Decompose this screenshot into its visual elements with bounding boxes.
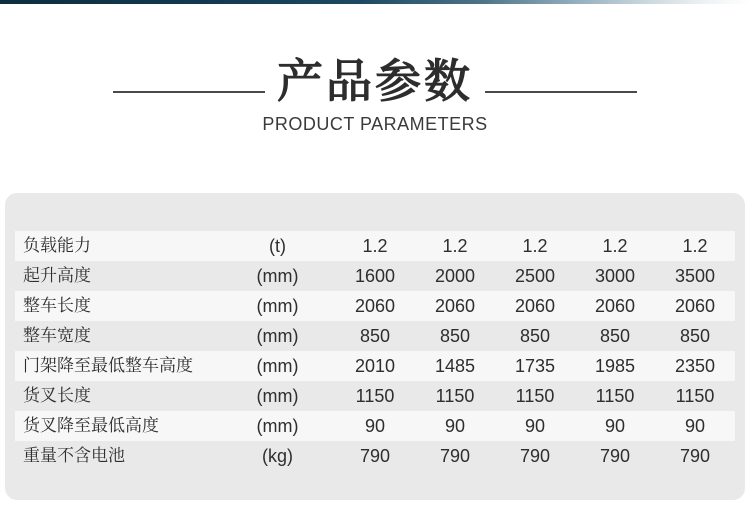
row-value: 850 xyxy=(679,326,711,346)
row-value: 90 xyxy=(444,416,466,436)
row-value: 2060 xyxy=(674,296,716,316)
row-value: 2060 xyxy=(354,296,396,316)
row-value: 2000 xyxy=(434,266,476,286)
row-value: 790 xyxy=(679,446,711,466)
row-value: 2500 xyxy=(514,266,556,286)
row-value: 1985 xyxy=(594,356,636,376)
row-value: 1.2 xyxy=(682,236,708,256)
page-title: 产品参数 xyxy=(277,55,473,107)
row-value: 90 xyxy=(684,416,706,436)
table-row xyxy=(15,321,735,351)
row-unit: (mm) xyxy=(256,296,299,316)
row-label: 起升高度 xyxy=(23,266,91,285)
row-label: 货叉降至最低高度 xyxy=(23,416,159,435)
row-unit: (mm) xyxy=(256,386,299,406)
row-value: 790 xyxy=(599,446,631,466)
row-value: 850 xyxy=(439,326,471,346)
table-row xyxy=(15,351,735,381)
table-row xyxy=(15,231,735,261)
table-row xyxy=(15,291,735,321)
row-value: 2060 xyxy=(434,296,476,316)
row-value: 1.2 xyxy=(522,236,548,256)
row-value: 790 xyxy=(439,446,471,466)
row-unit: (mm) xyxy=(256,266,299,286)
table-rows xyxy=(15,231,735,471)
title-divider-right xyxy=(485,91,637,93)
row-value: 1150 xyxy=(355,386,395,406)
row-label: 货叉长度 xyxy=(23,386,91,405)
row-value: 2350 xyxy=(674,356,716,376)
row-value: 1600 xyxy=(354,266,396,286)
row-label: 门架降至最低整车高度 xyxy=(23,356,193,375)
top-accent-bar xyxy=(0,0,750,4)
row-value: 1485 xyxy=(434,356,476,376)
row-value: 1.2 xyxy=(602,236,628,256)
row-unit: (mm) xyxy=(256,416,299,436)
row-label: 重量不含电池 xyxy=(23,446,125,465)
row-value: 1.2 xyxy=(362,236,388,256)
row-value: 2010 xyxy=(354,356,396,376)
row-value: 2060 xyxy=(514,296,556,316)
table-row xyxy=(15,411,735,441)
row-label: 整车宽度 xyxy=(23,326,91,345)
row-unit: (kg) xyxy=(262,446,293,466)
row-label: 整车长度 xyxy=(23,296,91,315)
section-header xyxy=(0,54,750,135)
row-value: 90 xyxy=(524,416,546,436)
row-value: 3000 xyxy=(594,266,636,286)
row-unit: (mm) xyxy=(256,356,299,376)
row-value: 790 xyxy=(359,446,391,466)
row-value: 2060 xyxy=(594,296,636,316)
parameters-table xyxy=(5,193,745,500)
row-value: 1150 xyxy=(675,386,715,406)
row-value: 1.2 xyxy=(442,236,468,256)
row-value: 1150 xyxy=(515,386,555,406)
title-divider-left xyxy=(113,91,265,93)
row-value: 90 xyxy=(364,416,386,436)
row-value: 3500 xyxy=(674,266,716,286)
row-value: 850 xyxy=(519,326,551,346)
row-value: 90 xyxy=(604,416,626,436)
row-label: 负载能力 xyxy=(23,236,91,255)
table-row xyxy=(15,441,735,471)
row-value: 1150 xyxy=(595,386,635,406)
row-value: 790 xyxy=(519,446,551,466)
row-value: 850 xyxy=(599,326,631,346)
row-unit: (t) xyxy=(269,236,286,256)
row-unit: (mm) xyxy=(256,326,299,346)
page-subtitle: PRODUCT PARAMETERS xyxy=(262,114,488,134)
row-value: 1735 xyxy=(514,356,556,376)
table-row xyxy=(15,381,735,411)
row-value: 1150 xyxy=(435,386,475,406)
table-row xyxy=(15,261,735,291)
row-value: 850 xyxy=(359,326,391,346)
